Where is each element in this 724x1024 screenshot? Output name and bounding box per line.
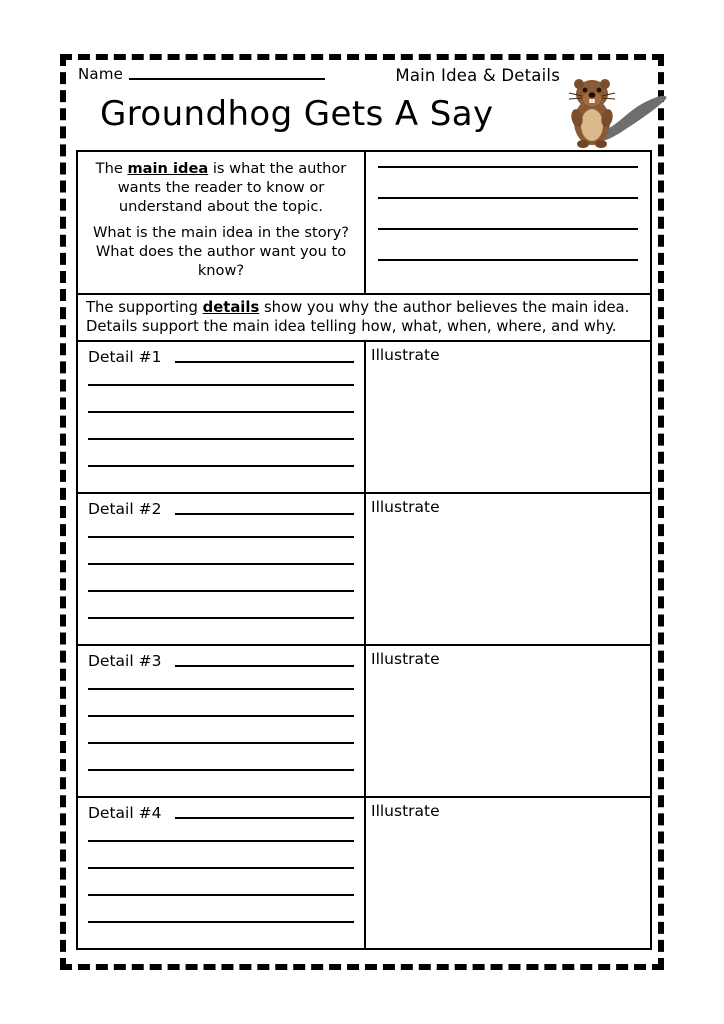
detail-lines <box>88 840 354 923</box>
detail-label: Detail #4 <box>88 804 162 822</box>
details-banner-line-1 <box>86 298 644 317</box>
detail-title-blank[interactable] <box>175 361 354 363</box>
detail-heading <box>88 652 354 670</box>
detail-heading <box>88 804 354 822</box>
writing-line[interactable] <box>88 438 354 440</box>
details-banner-after: show you why the author believes the main idea. <box>259 299 630 316</box>
worksheet-table <box>76 150 652 950</box>
detail-heading <box>88 500 354 518</box>
illustrate-cell[interactable] <box>366 798 650 948</box>
detail-lines <box>88 384 354 467</box>
main-idea-row <box>76 150 652 295</box>
main-idea-answer-cell[interactable] <box>366 152 650 293</box>
detail-lines <box>88 536 354 619</box>
writing-line[interactable] <box>88 688 354 690</box>
detail-writing-cell[interactable] <box>78 494 366 644</box>
writing-line[interactable] <box>88 840 354 842</box>
writing-line[interactable] <box>88 563 354 565</box>
writing-line[interactable] <box>88 465 354 467</box>
writing-line[interactable] <box>88 921 354 923</box>
main-idea-question: What is the main idea in the story? What does the author want you to know? <box>92 224 350 279</box>
name-label: Name <box>78 65 124 83</box>
detail-writing-cell[interactable] <box>78 342 366 492</box>
name-field-row <box>78 67 325 82</box>
detail-label: Detail #1 <box>88 348 162 366</box>
illustrate-cell[interactable] <box>366 646 650 796</box>
detail-title-blank[interactable] <box>175 817 354 819</box>
writing-line[interactable] <box>88 617 354 619</box>
illustrate-cell[interactable] <box>366 342 650 492</box>
worksheet-header <box>78 62 648 148</box>
writing-line[interactable] <box>378 197 638 199</box>
detail-label: Detail #2 <box>88 500 162 518</box>
details-banner <box>76 295 652 342</box>
main-idea-definition-before: The <box>95 160 128 177</box>
illustrate-label: Illustrate <box>371 498 440 516</box>
main-idea-definition <box>88 159 354 216</box>
writing-line[interactable] <box>88 894 354 896</box>
writing-line[interactable] <box>378 228 638 230</box>
details-banner-before: The supporting <box>86 299 203 316</box>
detail-title-blank[interactable] <box>175 665 354 667</box>
writing-line[interactable] <box>88 384 354 386</box>
details-banner-line-2: Details support the main idea telling how, what, when, where, and why. <box>86 318 617 335</box>
detail-title-blank[interactable] <box>175 513 354 515</box>
illustrate-cell[interactable] <box>366 494 650 644</box>
detail-row <box>76 646 652 798</box>
illustrate-label: Illustrate <box>371 650 440 668</box>
groundhog-with-shadow-icon <box>562 70 672 152</box>
illustrate-label: Illustrate <box>371 346 440 364</box>
page-title: Groundhog Gets A Say <box>100 94 494 134</box>
detail-row <box>76 798 652 950</box>
writing-line[interactable] <box>88 867 354 869</box>
main-idea-definition-after: is what the author wants the reader to know or understand about the topic. <box>117 160 347 215</box>
details-term: details <box>202 299 260 316</box>
illustrate-label: Illustrate <box>371 802 440 820</box>
detail-row <box>76 342 652 494</box>
subject-label: Main Idea & Details <box>395 66 560 85</box>
writing-line[interactable] <box>378 259 638 261</box>
writing-line[interactable] <box>378 166 638 168</box>
writing-line[interactable] <box>88 411 354 413</box>
main-idea-prompt-cell <box>78 152 366 293</box>
name-input-blank[interactable] <box>129 78 325 80</box>
writing-line[interactable] <box>88 590 354 592</box>
detail-row <box>76 494 652 646</box>
detail-heading <box>88 348 354 366</box>
writing-line[interactable] <box>88 715 354 717</box>
detail-writing-cell[interactable] <box>78 798 366 948</box>
detail-writing-cell[interactable] <box>78 646 366 796</box>
writing-line[interactable] <box>88 769 354 771</box>
writing-line[interactable] <box>88 742 354 744</box>
detail-label: Detail #3 <box>88 652 162 670</box>
main-idea-term: main idea <box>127 160 209 177</box>
detail-lines <box>88 688 354 771</box>
writing-line[interactable] <box>88 536 354 538</box>
